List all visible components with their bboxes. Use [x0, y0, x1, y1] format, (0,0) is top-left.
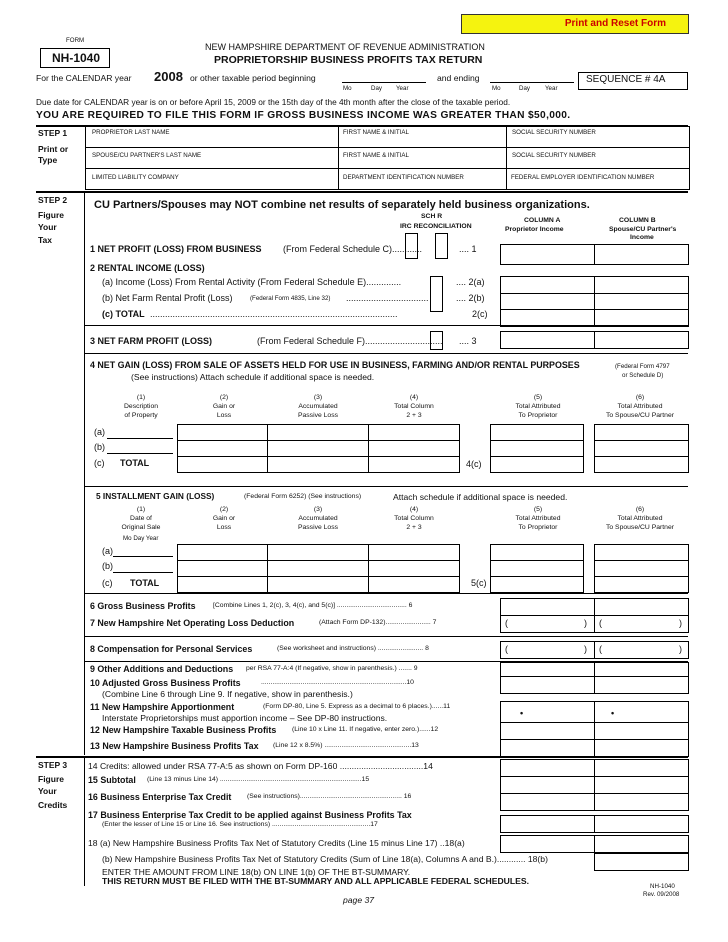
- step-column-divider: [84, 756, 85, 886]
- line10-sub: (Combine Line 6 through Line 9. If negative, show in parenthesis.): [102, 689, 353, 699]
- line4-col4-header: Total Column: [394, 403, 434, 410]
- line5-tail: (Federal Form 6252) (See instructions): [244, 493, 362, 500]
- line8-tail: (See worksheet and instructions) ........................ 8: [277, 645, 429, 652]
- line5-col2-header: (2): [219, 506, 229, 513]
- line4-col1-header: of Property: [124, 412, 158, 419]
- step2-sub1: Figure: [38, 210, 64, 220]
- line4-col4-header: (4): [409, 394, 419, 401]
- line11-decimal-a: •: [520, 708, 524, 718]
- line5-col6-header: To Spouse/CU Partner: [605, 524, 674, 531]
- calendar-suffix: or other taxable period beginning: [190, 73, 316, 83]
- line7-label: 7 New Hampshire Net Operating Loss Deduction: [90, 618, 295, 628]
- line18b-total[interactable]: [594, 853, 689, 871]
- line16-col-a[interactable]: [500, 793, 595, 811]
- line5-col4-header: (4): [409, 506, 419, 513]
- line5-row-c-col3[interactable]: [267, 576, 369, 593]
- line4-row-a-col6[interactable]: [594, 424, 689, 441]
- line8-paren-close-a: ): [584, 644, 587, 654]
- line5-row-b-col3[interactable]: [267, 560, 369, 577]
- line5-row-b-col6[interactable]: [594, 560, 689, 577]
- line1-tail: (From Federal Schedule C)............: [283, 244, 423, 254]
- schr-label-1: SCH R: [421, 213, 443, 220]
- line4-row-b: (b): [94, 442, 105, 452]
- line6-col-b[interactable]: [594, 598, 689, 616]
- line5-total: TOTAL: [130, 578, 160, 588]
- step3-sub1: Figure: [38, 774, 64, 784]
- line8-paren-close-b: ): [679, 644, 682, 654]
- divider: [84, 486, 688, 487]
- line8-col-a[interactable]: [500, 641, 595, 659]
- line5-col5-header: To Proprietor: [518, 524, 558, 531]
- line4-col4-header: 2 + 3: [406, 412, 422, 419]
- line3-col-b[interactable]: [594, 331, 689, 349]
- line18b-label: (b) New Hampshire Business Profits Tax Net of Statutory Credits (Sum of Line 18(a), Columns A and B.)............ 18(b): [102, 854, 548, 864]
- line10-col-b[interactable]: [594, 676, 689, 694]
- line10-col-a[interactable]: [500, 676, 595, 694]
- enter-amount: ENTER THE AMOUNT FROM LINE 18(b) ON LINE 1(b) OF THE BT-SUMMARY.: [102, 867, 411, 877]
- line4-col2-header: Loss: [216, 412, 232, 419]
- step1-sub1: Print or: [38, 144, 69, 154]
- line5-row-c-col6[interactable]: [594, 576, 689, 593]
- line12-label: 12 New Hampshire Taxable Business Profits: [90, 725, 277, 735]
- line4-label: 4 NET GAIN (LOSS) FROM SALE OF ASSETS HELD FOR USE IN BUSINESS, FARMING AND/OR RENTAL PURPOSES: [90, 360, 580, 370]
- line2a-label: (a) Income (Loss) From Rental Activity (From Federal Schedule E)..............: [102, 277, 402, 287]
- line2b-label: (b) Net Farm Rental Profit (Loss): [102, 293, 233, 303]
- step2-sub3: Tax: [38, 235, 53, 245]
- line15-tail: (Line 13 minus Line 14) ...........................................................................15: [147, 776, 370, 783]
- divider: [36, 191, 688, 193]
- line5-row-b-col4[interactable]: [368, 560, 460, 577]
- step1-label: STEP 1: [38, 128, 68, 138]
- line4-col5-header: To Proprietor: [518, 412, 558, 419]
- line5-row-b: (b): [102, 561, 113, 571]
- line17-col-a[interactable]: [500, 815, 595, 833]
- line3-label: 3 NET FARM PROFIT (LOSS): [90, 336, 213, 346]
- footer-rev: Rev. 09/2008: [643, 891, 680, 898]
- line13-col-b[interactable]: [594, 739, 689, 757]
- line11-tail: (Form DP-80, Line 5. Express as a decimal to 6 places.)......11: [263, 703, 451, 710]
- line5-row-b-col5[interactable]: [490, 560, 584, 577]
- line11-decimal-b: •: [611, 708, 615, 718]
- line4-row-a: (a): [94, 427, 105, 437]
- first-initial-label-2: FIRST NAME & INITIAL: [343, 152, 409, 159]
- line5-date-format: Mo Day Year: [123, 535, 159, 542]
- proprietor-last-label: PROPRIETOR LAST NAME: [92, 129, 170, 136]
- step3-sub2: Your: [38, 786, 57, 796]
- line17-label: 17 Business Enterprise Tax Credit to be applied against Business Profits Tax: [88, 810, 412, 820]
- line5-row-a-col2[interactable]: [177, 544, 268, 561]
- line4-col5-header: Total Attributed: [515, 403, 561, 410]
- line5-row-c-col2[interactable]: [177, 576, 268, 593]
- line4-row-c-col3[interactable]: [267, 456, 369, 473]
- print-reset-button[interactable]: [461, 14, 689, 34]
- line4-row-b-col6[interactable]: [594, 440, 689, 457]
- line5-col6-header: (6): [635, 506, 645, 513]
- line4-col5-header: (5): [533, 394, 543, 401]
- calendar-prefix: For the CALENDAR year: [36, 73, 132, 83]
- divider: [36, 756, 688, 758]
- line1-col-b[interactable]: [594, 244, 689, 265]
- step1-sub2: Type: [38, 155, 58, 165]
- line4-row-b-col4[interactable]: [368, 440, 460, 457]
- llc-label: LIMITED LIABILITY COMPANY: [92, 174, 179, 181]
- line6-col-a[interactable]: [500, 598, 595, 616]
- line4-col3-header: Passive Loss: [297, 412, 339, 419]
- line10-label: 10 Adjusted Gross Business Profits: [90, 678, 241, 688]
- line8-paren-open-a: (: [505, 644, 508, 654]
- line13-tail: (Line 12 x 8.5%) ..............................................13: [273, 742, 419, 749]
- line6-label: 6 Gross Business Profits: [90, 601, 196, 611]
- line11-sub: Interstate Proprietorships must apportion income – See DP-80 instructions.: [102, 713, 388, 723]
- line7-paren-open-a: (: [505, 618, 508, 628]
- spouse-last-label: SPOUSE/CU PARTNER'S LAST NAME: [92, 152, 202, 159]
- line9-label: 9 Other Additions and Deductions: [90, 664, 234, 674]
- step3-sub3: Credits: [38, 800, 68, 810]
- begin-year: Year: [396, 85, 409, 92]
- step3-label: STEP 3: [38, 760, 68, 770]
- end-date-field[interactable]: [490, 82, 574, 83]
- cu-notice: CU Partners/Spouses may NOT combine net results of separately held business organizations.: [94, 199, 590, 211]
- line8-paren-open-b: (: [599, 644, 602, 654]
- form-number: NH-1040: [52, 51, 101, 65]
- step2-label: STEP 2: [38, 195, 68, 205]
- col-b-sub: Spouse/CU Partner's: [609, 226, 677, 233]
- col-a-sub: Proprietor Income: [505, 226, 564, 233]
- line5-row-a-col4[interactable]: [368, 544, 460, 561]
- line4-row-b-col2[interactable]: [177, 440, 268, 457]
- line16-label: 16 Business Enterprise Tax Credit: [88, 792, 232, 802]
- line5-col3-header: Passive Loss: [297, 524, 339, 531]
- line14-col-b[interactable]: [594, 759, 689, 777]
- sequence-label: SEQUENCE # 4A: [586, 74, 666, 85]
- line4-col3-header: (3): [313, 394, 323, 401]
- line5-row-a-col3[interactable]: [267, 544, 369, 561]
- col-b-label: COLUMN B: [619, 217, 656, 224]
- form-title: PROPRIETORSHIP BUSINESS PROFITS TAX RETURN: [214, 54, 483, 66]
- line11-col-b[interactable]: [594, 701, 689, 723]
- line5-col4-header: 2 + 3: [406, 524, 422, 531]
- line5-col5-header: (5): [533, 506, 543, 513]
- line18a-col-a[interactable]: [500, 835, 595, 853]
- line18a-label: 18 (a) New Hampshire Business Profits Tax Net of Statutory Credits (Line 15 minus Line 17) ..18(a): [88, 838, 465, 848]
- line3-num: .... 3: [459, 336, 477, 346]
- line5-col1-header: (1): [136, 506, 146, 513]
- filing-requirement: YOU ARE REQUIRED TO FILE THIS FORM IF GROSS BUSINESS INCOME WAS GREATER THAN $50,000.: [36, 110, 571, 121]
- col-a-label: COLUMN A: [524, 217, 561, 224]
- dept-id-label: DEPARTMENT IDENTIFICATION NUMBER: [343, 174, 464, 181]
- divider: [84, 636, 688, 637]
- line5-col6-header: Total Attributed: [617, 515, 663, 522]
- line8-label: 8 Compensation for Personal Services: [90, 644, 253, 654]
- line12-col-a[interactable]: [500, 722, 595, 740]
- line12-tail: (Line 10 x Line 11. If negative, enter zero.)......12: [292, 726, 439, 733]
- line5-row-a: (a): [102, 546, 113, 556]
- line3-col-a[interactable]: [500, 331, 595, 349]
- line4-fed-2: or Schedule D): [622, 372, 664, 379]
- line1-label: 1 NET PROFIT (LOSS) FROM BUSINESS: [90, 244, 262, 254]
- divider: [84, 325, 688, 326]
- due-date: Due date for CALENDAR year is on or before April 15, 2009 or the 15th day of the 4th month after the close of the taxable period.: [36, 97, 511, 107]
- line7-paren-open-b: (: [599, 618, 602, 628]
- divider: [84, 593, 688, 594]
- line4-total: TOTAL: [120, 458, 150, 468]
- line4-row-c-col5[interactable]: [490, 456, 584, 473]
- line14-label: 14 Credits: allowed under RSA 77-A:5 as shown on Form DP-160 ...................................14: [88, 761, 433, 771]
- line2c-num: 2(c): [472, 309, 488, 319]
- line5-row-c: (c): [102, 578, 113, 588]
- begin-day: Day: [371, 85, 383, 92]
- must-file: THIS RETURN MUST BE FILED WITH THE BT-SUMMARY AND ALL APPLICABLE FEDERAL SCHEDULES.: [102, 876, 529, 886]
- line7-col-a[interactable]: [500, 615, 595, 633]
- line14-col-a[interactable]: [500, 759, 595, 777]
- line5a-date-field[interactable]: [113, 556, 173, 557]
- line15-col-a[interactable]: [500, 776, 595, 794]
- line4b-description-field[interactable]: [107, 453, 173, 454]
- line16-col-b[interactable]: [594, 793, 689, 811]
- line2a-col-b[interactable]: [594, 276, 689, 294]
- line4-row-a-col5[interactable]: [490, 424, 584, 441]
- line4c-num: 4(c): [466, 459, 482, 469]
- line13-label: 13 New Hampshire Business Profits Tax: [90, 741, 259, 751]
- line5-label: 5 INSTALLMENT GAIN (LOSS): [96, 491, 215, 501]
- line2c-label: (c) TOTAL: [102, 309, 145, 319]
- line17-col-b[interactable]: [594, 815, 689, 833]
- line4-col6-header: Total Attributed: [617, 403, 663, 410]
- line5-col2-header: Gain or: [212, 515, 236, 522]
- footer-form: NH-1040: [650, 883, 675, 890]
- line4-col1-header: Description: [124, 403, 158, 410]
- line2b-small: (Federal Form 4835, Line 32): [250, 295, 331, 302]
- line5-col4-header: Total Column: [394, 515, 434, 522]
- line5-row-c-col4[interactable]: [368, 576, 460, 593]
- department-title: NEW HAMPSHIRE DEPARTMENT OF REVENUE ADMINISTRATION: [205, 42, 485, 52]
- line9-tail: per RSA 77-A:4 (If negative, show in parenthesis.) ....... 9: [246, 665, 418, 672]
- ssn-label-1: SOCIAL SECURITY NUMBER: [512, 129, 596, 136]
- line15-col-b[interactable]: [594, 776, 689, 794]
- line5c-num: 5(c): [471, 578, 487, 588]
- divider: [84, 353, 688, 354]
- line7-tail: (Attach Form DP-132)........................ 7: [319, 619, 437, 626]
- fein-label: FEDERAL EMPLOYER IDENTIFICATION NUMBER: [511, 174, 655, 181]
- line4-row-a-col4[interactable]: [368, 424, 460, 441]
- line4-row-b-col5[interactable]: [490, 440, 584, 457]
- col-b-sub2: Income: [630, 234, 654, 241]
- line5-col5-header: Total Attributed: [515, 515, 561, 522]
- calendar-year: 2008: [154, 69, 183, 84]
- line17-sub: (Enter the lesser of Line 15 or Line 16. See instructions) ....................................................17: [102, 821, 378, 828]
- ssn-label-2: SOCIAL SECURITY NUMBER: [512, 152, 596, 159]
- line2c-dots: ...................................................................................................: [150, 309, 398, 319]
- end-day: Day: [519, 85, 531, 92]
- line5-col2-header: Loss: [216, 524, 232, 531]
- line4-row-a-col2[interactable]: [177, 424, 268, 441]
- end-mo: Mo: [492, 85, 501, 92]
- line5-row-b-col2[interactable]: [177, 560, 268, 577]
- line4-row-c-col2[interactable]: [177, 456, 268, 473]
- line5-col3-header: Accumulated: [298, 515, 338, 522]
- page-number: page 37: [343, 895, 375, 905]
- line4-row-a-col3[interactable]: [267, 424, 369, 441]
- begin-date-field[interactable]: [342, 82, 426, 83]
- line5-col1-header: Date of: [130, 515, 152, 522]
- line2a-col-a[interactable]: [500, 276, 595, 294]
- and-ending: and ending: [437, 73, 480, 83]
- line7-col-b[interactable]: [594, 615, 689, 633]
- end-year: Year: [545, 85, 558, 92]
- line5b-date-field[interactable]: [113, 572, 173, 573]
- step2-sub2: Your: [38, 222, 57, 232]
- line11-label: 11 New Hampshire Apportionment: [90, 702, 235, 712]
- line2b-dots: .................................: [346, 293, 429, 303]
- line4a-description-field[interactable]: [107, 438, 173, 439]
- line2a-num: .... 2(a): [456, 277, 485, 287]
- line10-tail: .............................................................................10: [261, 679, 414, 686]
- line4-row-c-col4[interactable]: [368, 456, 460, 473]
- line7-paren-close-a: ): [584, 618, 587, 628]
- schr-checkbox-2[interactable]: [435, 233, 448, 259]
- line2b-num: .... 2(b): [456, 293, 485, 303]
- line4-col2-header: (2): [219, 394, 229, 401]
- line2-label: 2 RENTAL INCOME (LOSS): [90, 263, 205, 273]
- print-reset-label: Print and Reset Form: [564, 18, 666, 29]
- line6-tail: [Combine Lines 1, 2(c), 3, 4(c), and 5(c)] ..................................... 6: [213, 602, 413, 609]
- first-initial-label-1: FIRST NAME & INITIAL: [343, 129, 409, 136]
- line4-col3-header: Accumulated: [298, 403, 338, 410]
- line12-col-b[interactable]: [594, 722, 689, 740]
- line11-col-a[interactable]: [500, 701, 595, 723]
- form-label: FORM: [66, 37, 85, 44]
- line4-col1-header: (1): [136, 394, 146, 401]
- schr-label-2: IRC RECONCILIATION: [400, 223, 472, 230]
- line13-col-a[interactable]: [500, 739, 595, 757]
- line16-tail: (See instructions)...................................................... 16: [247, 793, 412, 800]
- line15-label: 15 Subtotal: [88, 775, 136, 785]
- line18a-col-b[interactable]: [594, 835, 689, 853]
- line3-tail: (From Federal Schedule F)...............................: [257, 336, 443, 346]
- line4-fed-1: (Federal Form 4797: [615, 363, 670, 370]
- line1-num: .... 1: [459, 244, 477, 254]
- line5-row-a-col6[interactable]: [594, 544, 689, 561]
- schr-checkbox-2a[interactable]: [430, 276, 443, 312]
- line8-col-b[interactable]: [594, 641, 689, 659]
- line4-row-c-col6[interactable]: [594, 456, 689, 473]
- step-column-divider: [84, 191, 85, 755]
- line7-paren-close-b: ): [679, 618, 682, 628]
- line5-row-a-col5[interactable]: [490, 544, 584, 561]
- line5-tail2: Attach schedule if additional space is needed.: [393, 492, 568, 502]
- line4-col6-header: To Spouse/CU Partner: [605, 412, 674, 419]
- line4-sub: (See instructions) Attach schedule if additional space is needed.: [131, 372, 375, 382]
- line4-col6-header: (6): [635, 394, 645, 401]
- line4-col2-header: Gain or: [212, 403, 236, 410]
- line4-row-c: (c): [94, 458, 105, 468]
- begin-mo: Mo: [343, 85, 352, 92]
- line4-row-b-col3[interactable]: [267, 440, 369, 457]
- line5-row-c-col5[interactable]: [490, 576, 584, 593]
- line5-col3-header: (3): [313, 506, 323, 513]
- line5-col1-header: Original Sale: [121, 524, 161, 531]
- line1-col-a[interactable]: [500, 244, 595, 265]
